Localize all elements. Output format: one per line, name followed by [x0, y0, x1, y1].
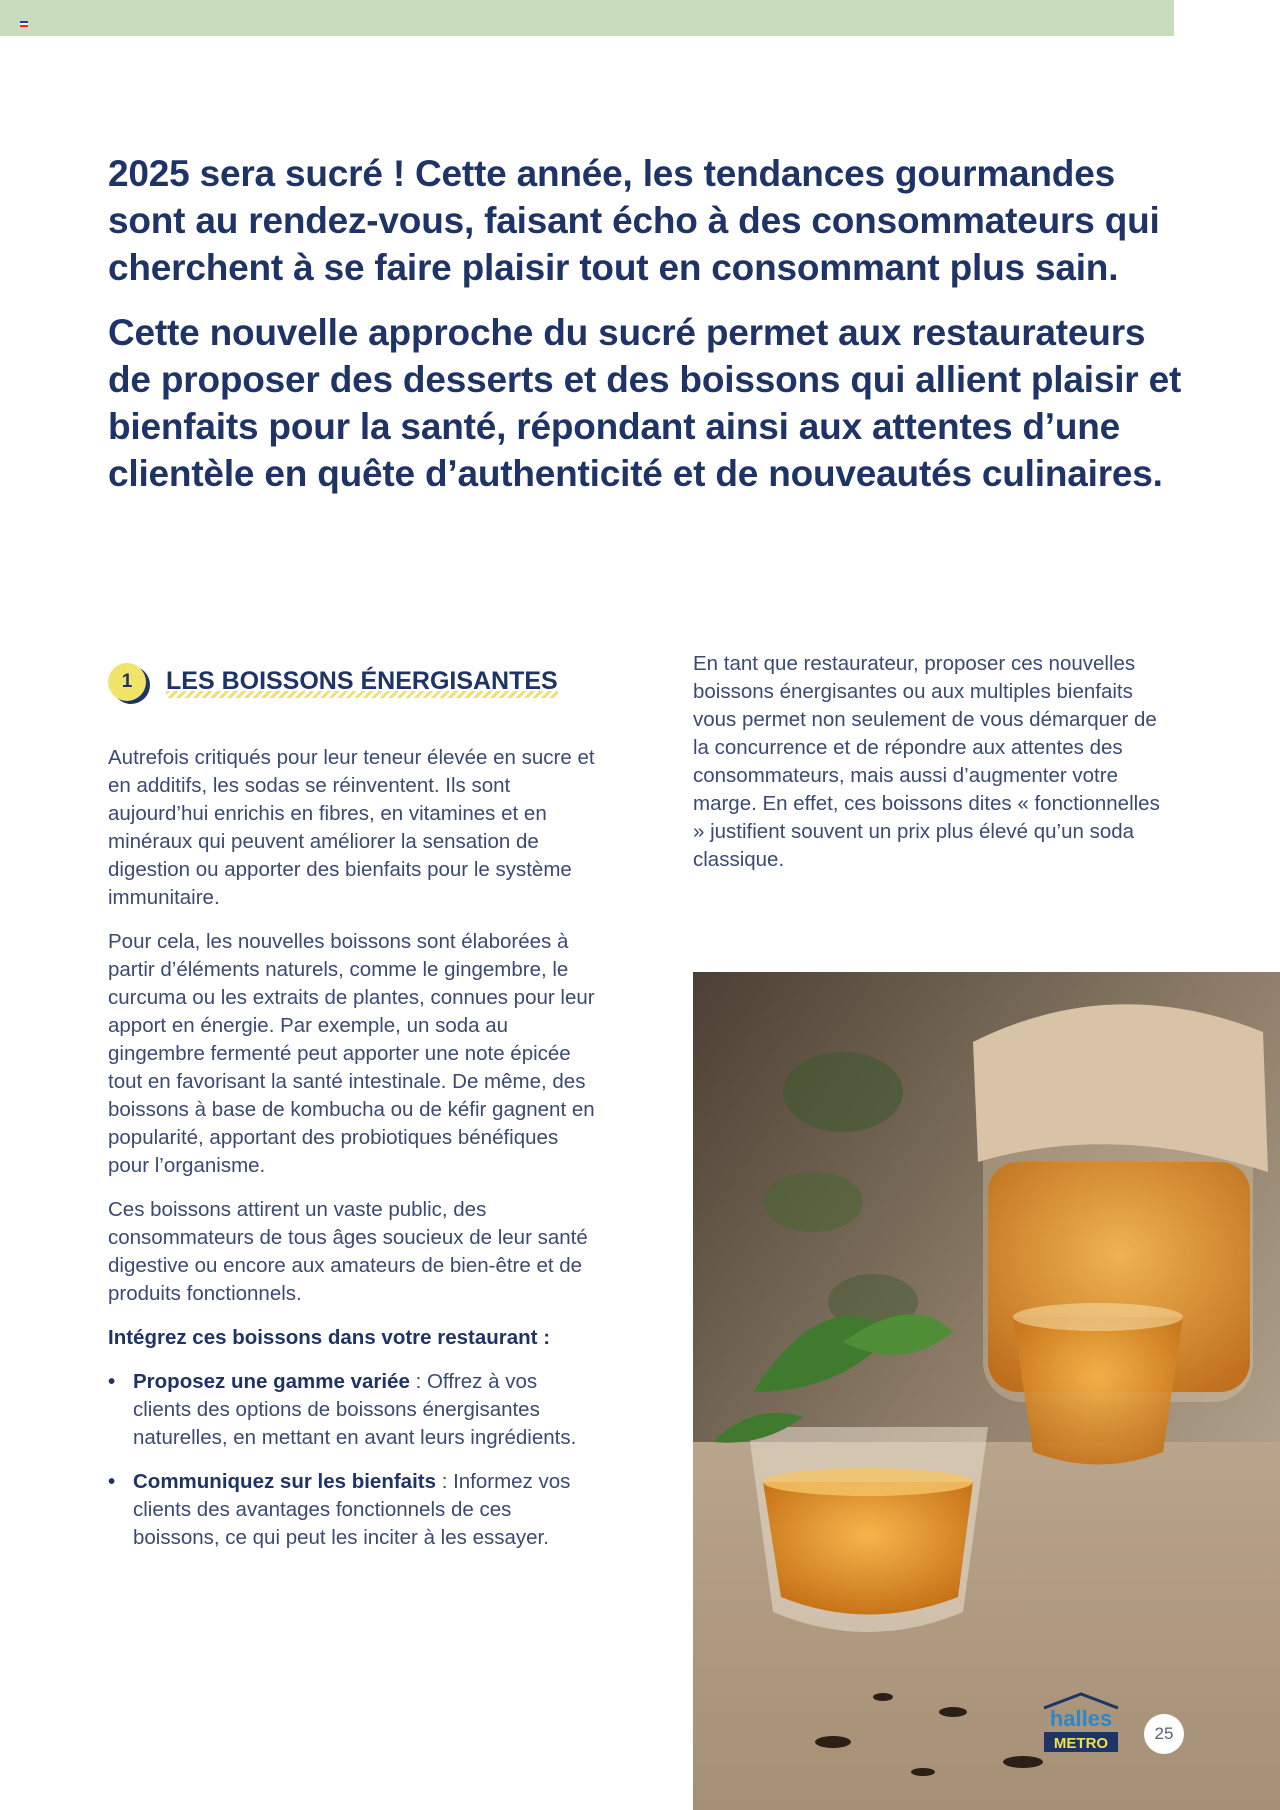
right-column [693, 650, 1173, 890]
integrate-title: Intégrez ces boissons dans votre restaurant : [108, 1326, 551, 1349]
tip-item [108, 1368, 598, 1452]
section-title: LES BOISSONS ÉNERGISANTES [166, 667, 558, 698]
tip-text: : Informez vos clients des avantages fonctionnels de ces boissons, ce qui peut les inciter à les essayer. [133, 1470, 571, 1549]
intro-paragraph-2: Cette nouvelle approche du sucré permet aux restaurateurs de proposer des desserts et des boissons qui allient plaisir et bienfaits pour la santé, répondant ainsi aux attentes d’une clientèle en quête d’authenticité et de nouveautés culinaires. [108, 312, 1182, 494]
flag-icon [20, 21, 28, 27]
section-body [108, 744, 598, 1552]
tip-text: : Offrez à vos clients des options de boissons énergisantes naturelles, en mettant en avant leurs ingrédients. [133, 1370, 577, 1449]
right-paragraph: En tant que restaurateur, proposer ces nouvelles boissons énergisantes ou aux multiples bienfaits vous permet non seulement de vous démarquer de la concurrence et de répondre aux attentes des consommateurs, mais aussi d’augmenter votre marge. En effet, ces boissons dites « fonctionnelles » justifient souvent un prix plus élevé qu’un soda classique. [693, 652, 1160, 871]
logo-halles-text: halles [1049, 1706, 1113, 1731]
les-halles-metro-logo [1038, 1692, 1124, 1756]
tip-item [108, 1468, 598, 1552]
tip-bold: Communiquez sur les bienfaits [133, 1470, 436, 1493]
kombucha-illustration [693, 972, 1280, 1810]
logo-graphic [1038, 1692, 1124, 1756]
intro-paragraph-1: 2025 sera sucré ! Cette année, les tendances gourmandes sont au rendez-vous, faisant écho à des consommateurs qui cherchent à se faire plaisir tout en consommant plus sain. [108, 153, 1160, 288]
tips-list [108, 1368, 598, 1552]
intro [108, 150, 1188, 515]
paragraph-2: Pour cela, les nouvelles boissons sont élaborées à partir d’éléments naturels, comme le gingembre, le curcuma ou les extraits de plantes, connues pour leur apport en énergie. Par exemple, un soda au gingembre fermenté peut apporter une note épicée tout en favorisant la santé intestinale. De même, des boissons à base de kombucha ou de kéfir gagnent en popularité, apportant des probiotiques bénéfiques pour l’organisme. [108, 930, 595, 1177]
page-number: 25 [1144, 1714, 1184, 1754]
paragraph-1: Autrefois critiqués pour leur teneur élevée en sucre et en additifs, les sodas se réinventent. Ils sont aujourd’hui enrichis en fibres, en vitamines et en minéraux qui peuvent améliorer la sensation de digestion ou apporter des bienfaits pour le système immunitaire. [108, 746, 595, 909]
tip-bold: Proposez une gamme variée [133, 1370, 410, 1393]
section-header [108, 660, 598, 704]
top-band [0, 0, 1174, 36]
kombucha-photo [693, 972, 1280, 1810]
section-number-badge: 1 [108, 663, 146, 701]
logo-metro-text: METRO [1053, 1735, 1109, 1752]
left-column [108, 660, 598, 1568]
paragraph-3: Ces boissons attirent un vaste public, des consommateurs de tous âges soucieux de leur santé digestive ou encore aux amateurs de bien-être et de produits fonctionnels. [108, 1198, 588, 1305]
